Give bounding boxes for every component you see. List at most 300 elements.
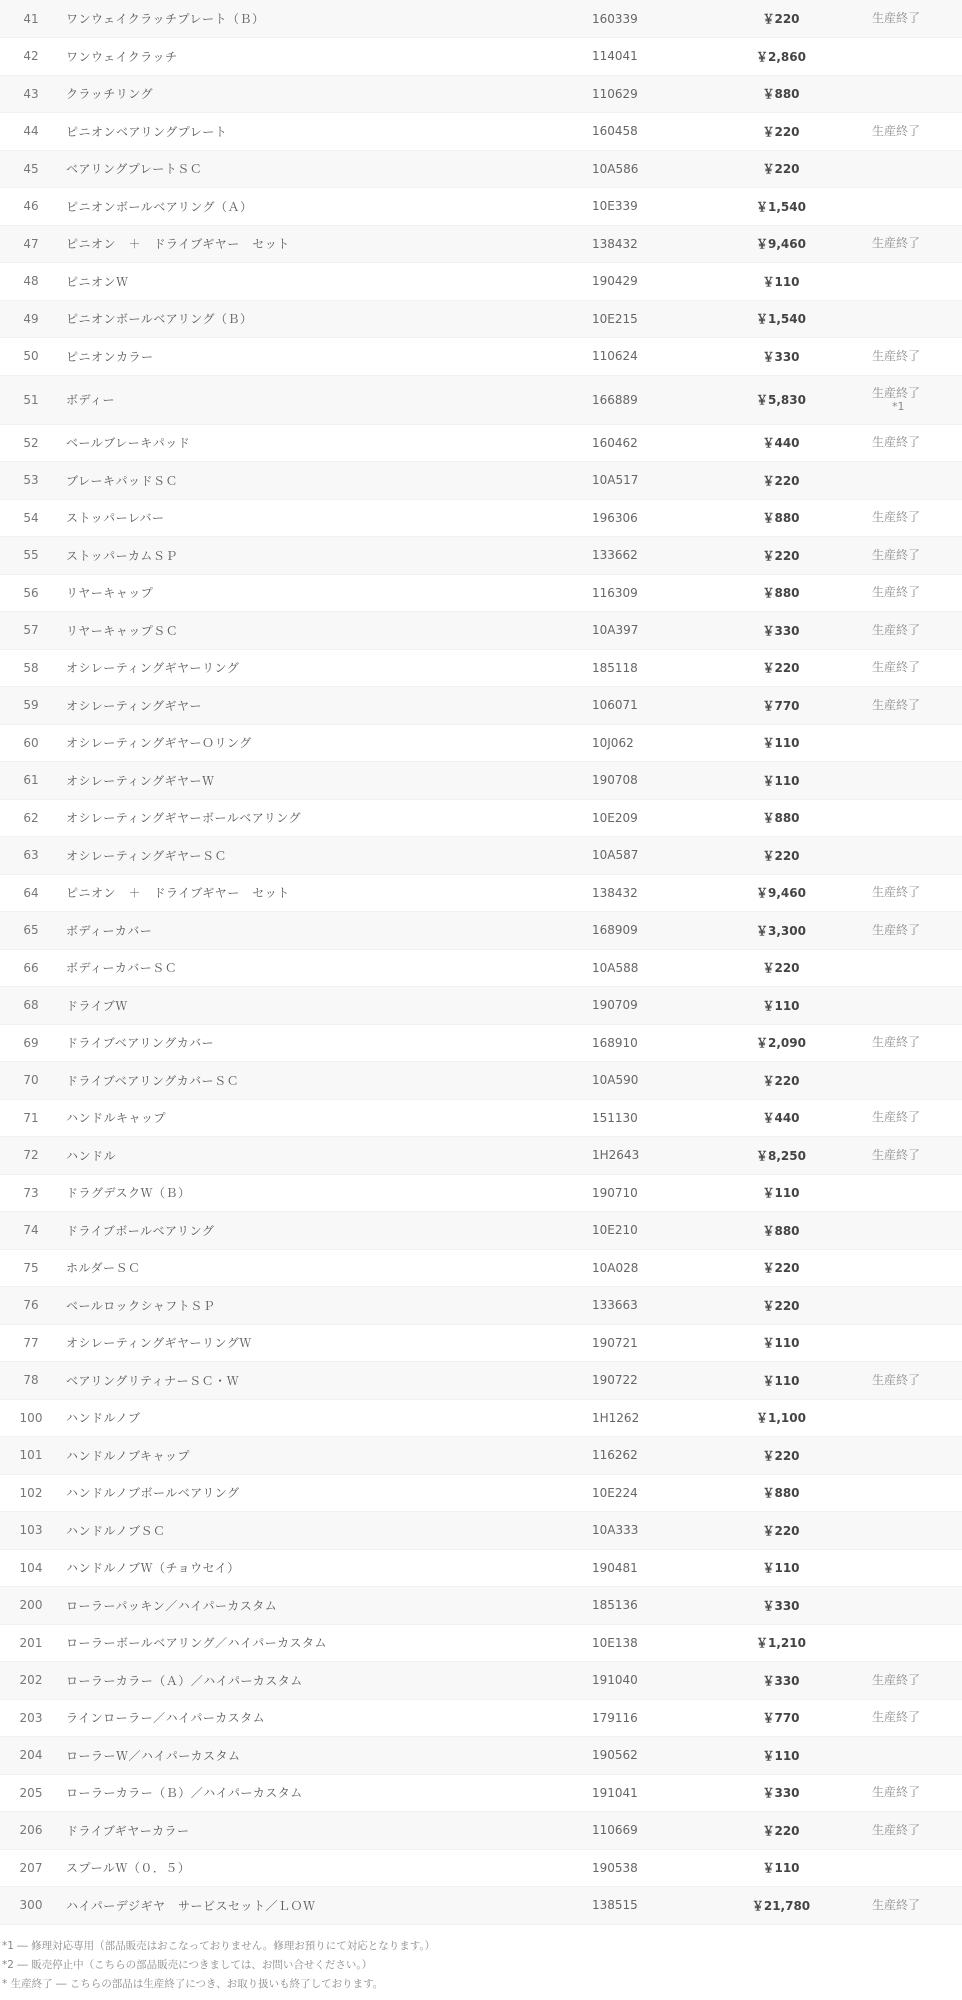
part-code-cell: 166889 <box>590 375 716 424</box>
table-row <box>0 1249 962 1287</box>
part-name-cell: ハンドルノブＷ（チョウセイ） <box>62 1549 590 1587</box>
part-name-cell: ボディーカバーＳＣ <box>62 949 590 987</box>
status-label: 生産終了 <box>872 1785 921 1800</box>
part-price-cell: ￥220 <box>716 1287 846 1325</box>
part-number-cell: 58 <box>0 649 62 687</box>
part-price-cell: ￥880 <box>716 799 846 837</box>
part-status-cell <box>846 1099 962 1137</box>
part-status-cell <box>846 1437 962 1475</box>
part-name-cell: ハンドルキャップ <box>62 1099 590 1137</box>
part-code-cell: 10A587 <box>590 837 716 875</box>
part-code-cell: 190708 <box>590 762 716 800</box>
table-row <box>0 649 962 687</box>
table-row <box>0 462 962 500</box>
part-price-cell: ￥330 <box>716 1587 846 1625</box>
part-status-cell <box>846 1849 962 1887</box>
part-price-cell: ￥1,540 <box>716 188 846 226</box>
part-code-cell: 1H1262 <box>590 1399 716 1437</box>
part-price-cell: ￥110 <box>716 1849 846 1887</box>
part-code-cell: 138432 <box>590 225 716 263</box>
status-label: 生産終了 <box>872 547 921 562</box>
part-price-cell: ￥220 <box>716 113 846 151</box>
part-status-cell <box>846 499 962 537</box>
table-row <box>0 762 962 800</box>
footnotes <box>0 1925 962 1994</box>
part-status-cell <box>846 0 962 38</box>
status-label: 生産終了 <box>872 348 921 363</box>
part-number-cell: 51 <box>0 375 62 424</box>
part-status-cell <box>846 375 962 424</box>
part-price-cell: ￥2,860 <box>716 38 846 76</box>
part-name-cell: ドライブベアリングカバー <box>62 1024 590 1062</box>
part-name-cell: ハンドルノブキャップ <box>62 1437 590 1475</box>
part-status-cell <box>846 1062 962 1100</box>
part-code-cell: 10E209 <box>590 799 716 837</box>
part-price-cell: ￥110 <box>716 263 846 301</box>
table-row <box>0 1774 962 1812</box>
part-code-cell: 138515 <box>590 1887 716 1925</box>
part-status-cell <box>846 874 962 912</box>
part-status-cell <box>846 987 962 1025</box>
part-name-cell: ボディー <box>62 375 590 424</box>
part-status-cell <box>846 188 962 226</box>
part-number-cell: 43 <box>0 75 62 113</box>
part-number-cell: 201 <box>0 1624 62 1662</box>
part-status-cell <box>846 1287 962 1325</box>
part-name-cell: ドラグデスクＷ（Ｂ） <box>62 1174 590 1212</box>
part-number-cell: 206 <box>0 1812 62 1850</box>
part-price-cell: ￥110 <box>716 987 846 1025</box>
part-status-cell <box>846 1474 962 1512</box>
part-number-cell: 74 <box>0 1212 62 1250</box>
table-row <box>0 949 962 987</box>
part-name-cell: ブレーキパッドＳＣ <box>62 462 590 500</box>
part-code-cell: 190481 <box>590 1549 716 1587</box>
part-code-cell: 168910 <box>590 1024 716 1062</box>
part-status-cell <box>846 1812 962 1850</box>
part-status-cell <box>846 225 962 263</box>
part-code-cell: 10A333 <box>590 1512 716 1550</box>
part-price-cell: ￥880 <box>716 1474 846 1512</box>
part-status-cell <box>846 537 962 575</box>
table-row <box>0 1549 962 1587</box>
part-number-cell: 103 <box>0 1512 62 1550</box>
part-name-cell: ラインローラー／ハイパーカスタム <box>62 1699 590 1737</box>
status-label: 生産終了 <box>872 11 921 25</box>
table-row <box>0 612 962 650</box>
part-name-cell: リヤーキャップＳＣ <box>62 612 590 650</box>
part-name-cell: ボディーカバー <box>62 912 590 950</box>
part-code-cell: 116262 <box>590 1437 716 1475</box>
part-price-cell: ￥1,540 <box>716 300 846 338</box>
part-code-cell: 190709 <box>590 987 716 1025</box>
part-code-cell: 160458 <box>590 113 716 151</box>
table-row <box>0 300 962 338</box>
part-price-cell: ￥2,090 <box>716 1024 846 1062</box>
part-price-cell: ￥330 <box>716 1774 846 1812</box>
part-price-cell: ￥110 <box>716 1737 846 1775</box>
part-name-cell: ピニオンカラー <box>62 338 590 376</box>
part-number-cell: 207 <box>0 1849 62 1887</box>
part-price-cell: ￥21,780 <box>716 1887 846 1925</box>
part-code-cell: 10E138 <box>590 1624 716 1662</box>
part-status-cell <box>846 1624 962 1662</box>
status-label: 生産終了 <box>872 236 921 251</box>
part-status-cell <box>846 837 962 875</box>
part-code-cell: 10A028 <box>590 1249 716 1287</box>
part-number-cell: 70 <box>0 1062 62 1100</box>
table-row <box>0 1024 962 1062</box>
table-row <box>0 75 962 113</box>
part-code-cell: 10E210 <box>590 1212 716 1250</box>
table-row <box>0 1737 962 1775</box>
part-price-cell: ￥330 <box>716 338 846 376</box>
part-price-cell: ￥5,830 <box>716 375 846 424</box>
part-name-cell: オシレーティングギヤーＷ <box>62 762 590 800</box>
part-code-cell: 133663 <box>590 1287 716 1325</box>
part-name-cell: ピニオン ＋ ドライブギヤー セット <box>62 225 590 263</box>
table-row <box>0 1587 962 1625</box>
part-status-cell <box>846 1137 962 1175</box>
part-price-cell: ￥8,250 <box>716 1137 846 1175</box>
status-label: 生産終了 <box>872 697 921 712</box>
part-price-cell: ￥110 <box>716 1174 846 1212</box>
part-number-cell: 66 <box>0 949 62 987</box>
status-label: 生産終了 <box>872 1672 921 1687</box>
status-label: 生産終了 <box>872 660 921 675</box>
part-name-cell: クラッチリング <box>62 75 590 113</box>
part-number-cell: 42 <box>0 38 62 76</box>
part-number-cell: 52 <box>0 424 62 462</box>
part-price-cell: ￥110 <box>716 1362 846 1400</box>
part-code-cell: 106071 <box>590 687 716 725</box>
table-row <box>0 799 962 837</box>
part-code-cell: 190562 <box>590 1737 716 1775</box>
part-name-cell: ドライブＷ <box>62 987 590 1025</box>
part-price-cell: ￥110 <box>716 762 846 800</box>
part-code-cell: 160462 <box>590 424 716 462</box>
part-price-cell: ￥220 <box>716 0 846 38</box>
part-code-cell: 190721 <box>590 1324 716 1362</box>
part-number-cell: 41 <box>0 0 62 38</box>
part-code-cell: 110669 <box>590 1812 716 1850</box>
part-price-cell: ￥880 <box>716 75 846 113</box>
table-row <box>0 837 962 875</box>
footnote-discontinued: * 生産終了 ― こちらの部品は生産終了につき、お取り扱いも終了しております。 <box>2 1977 384 1990</box>
part-name-cell: ハンドル <box>62 1137 590 1175</box>
part-code-cell: 10A588 <box>590 949 716 987</box>
part-number-cell: 75 <box>0 1249 62 1287</box>
part-price-cell: ￥220 <box>716 949 846 987</box>
table-row <box>0 537 962 575</box>
part-code-cell: 10A397 <box>590 612 716 650</box>
status-label: 生産終了 <box>872 885 921 900</box>
part-price-cell: ￥110 <box>716 724 846 762</box>
part-code-cell: 190710 <box>590 1174 716 1212</box>
part-code-cell: 191041 <box>590 1774 716 1812</box>
part-price-cell: ￥880 <box>716 574 846 612</box>
status-label: 生産終了 <box>872 123 921 138</box>
table-row <box>0 1699 962 1737</box>
part-number-cell: 203 <box>0 1699 62 1737</box>
part-price-cell: ￥220 <box>716 1437 846 1475</box>
part-status-cell <box>846 799 962 837</box>
table-row <box>0 1287 962 1325</box>
part-code-cell: 10E224 <box>590 1474 716 1512</box>
part-price-cell: ￥220 <box>716 1062 846 1100</box>
table-row <box>0 499 962 537</box>
table-row <box>0 225 962 263</box>
part-status-cell <box>846 38 962 76</box>
part-number-cell: 69 <box>0 1024 62 1062</box>
status-label: 生産終了 <box>872 1710 921 1725</box>
part-code-cell: 10A517 <box>590 462 716 500</box>
part-status-cell <box>846 338 962 376</box>
part-name-cell: ローラーカラー（Ａ）／ハイパーカスタム <box>62 1662 590 1700</box>
part-number-cell: 45 <box>0 150 62 188</box>
part-code-cell: 151130 <box>590 1099 716 1137</box>
part-name-cell: ベールブレーキパッド <box>62 424 590 462</box>
part-code-cell: 190538 <box>590 1849 716 1887</box>
table-row <box>0 724 962 762</box>
table-row <box>0 1887 962 1925</box>
part-status-cell <box>846 1512 962 1550</box>
part-price-cell: ￥220 <box>716 649 846 687</box>
part-number-cell: 54 <box>0 499 62 537</box>
part-status-cell <box>846 1324 962 1362</box>
part-name-cell: ストッパーカムＳＰ <box>62 537 590 575</box>
part-price-cell: ￥220 <box>716 837 846 875</box>
table-row <box>0 574 962 612</box>
part-number-cell: 62 <box>0 799 62 837</box>
part-name-cell: ベアリングリティナーＳＣ・Ｗ <box>62 1362 590 1400</box>
part-name-cell: オシレーティングギヤーリング <box>62 649 590 687</box>
part-code-cell: 138432 <box>590 874 716 912</box>
table-row <box>0 1437 962 1475</box>
part-status-cell <box>846 1699 962 1737</box>
part-number-cell: 204 <box>0 1737 62 1775</box>
part-name-cell: ハンドルノブボールベアリング <box>62 1474 590 1512</box>
part-name-cell: ワンウェイクラッチ <box>62 38 590 76</box>
status-label: 生産終了 <box>872 585 921 600</box>
table-row <box>0 687 962 725</box>
status-label: 生産終了 <box>872 385 921 400</box>
part-code-cell: 10E215 <box>590 300 716 338</box>
status-label: 生産終了 <box>872 510 921 525</box>
part-price-cell: ￥220 <box>716 1512 846 1550</box>
part-name-cell: ドライブギヤーカラー <box>62 1812 590 1850</box>
table-row <box>0 1399 962 1437</box>
part-name-cell: ローラーＷ／ハイパーカスタム <box>62 1737 590 1775</box>
part-number-cell: 60 <box>0 724 62 762</box>
table-row <box>0 1624 962 1662</box>
table-row <box>0 1662 962 1700</box>
part-number-cell: 47 <box>0 225 62 263</box>
part-price-cell: ￥440 <box>716 1099 846 1137</box>
table-row <box>0 0 962 38</box>
part-code-cell: 10A586 <box>590 150 716 188</box>
part-name-cell: ハイパーデジギヤ サービスセット／ＬＯＷ <box>62 1887 590 1925</box>
part-code-cell: 114041 <box>590 38 716 76</box>
part-price-cell: ￥880 <box>716 499 846 537</box>
part-price-cell: ￥1,100 <box>716 1399 846 1437</box>
part-number-cell: 104 <box>0 1549 62 1587</box>
table-row <box>0 188 962 226</box>
part-status-cell <box>846 1549 962 1587</box>
part-code-cell: 10J062 <box>590 724 716 762</box>
status-label: 生産終了 <box>872 622 921 637</box>
part-number-cell: 205 <box>0 1774 62 1812</box>
part-price-cell: ￥440 <box>716 424 846 462</box>
part-price-cell: ￥770 <box>716 687 846 725</box>
part-code-cell: 190722 <box>590 1362 716 1400</box>
part-number-cell: 59 <box>0 687 62 725</box>
footnote-marker: *1 <box>892 399 905 413</box>
table-row <box>0 263 962 301</box>
table-row <box>0 1062 962 1100</box>
table-row <box>0 1324 962 1362</box>
table-row <box>0 987 962 1025</box>
part-number-cell: 202 <box>0 1662 62 1700</box>
part-name-cell: ホルダーＳＣ <box>62 1249 590 1287</box>
part-name-cell: ローラーカラー（Ｂ）／ハイパーカスタム <box>62 1774 590 1812</box>
part-number-cell: 72 <box>0 1137 62 1175</box>
part-price-cell: ￥880 <box>716 1212 846 1250</box>
part-code-cell: 110629 <box>590 75 716 113</box>
part-status-cell <box>846 1212 962 1250</box>
part-name-cell: ベアリングプレートＳＣ <box>62 150 590 188</box>
part-code-cell: 196306 <box>590 499 716 537</box>
part-status-cell <box>846 1662 962 1700</box>
status-label: 生産終了 <box>872 435 921 450</box>
part-code-cell: 116309 <box>590 574 716 612</box>
part-price-cell: ￥220 <box>716 462 846 500</box>
part-status-cell <box>846 1399 962 1437</box>
part-number-cell: 71 <box>0 1099 62 1137</box>
part-status-cell <box>846 724 962 762</box>
part-status-cell <box>846 949 962 987</box>
part-code-cell: 190429 <box>590 263 716 301</box>
part-number-cell: 53 <box>0 462 62 500</box>
part-name-cell: ドライブベアリングカバーＳＣ <box>62 1062 590 1100</box>
part-name-cell: ハンドルノブＳＣ <box>62 1512 590 1550</box>
part-status-cell <box>846 1362 962 1400</box>
part-name-cell: ローラーボールベアリング／ハイパーカスタム <box>62 1624 590 1662</box>
part-price-cell: ￥110 <box>716 1324 846 1362</box>
part-price-cell: ￥3,300 <box>716 912 846 950</box>
part-status-cell <box>846 1587 962 1625</box>
part-name-cell: ピニオンベアリングプレート <box>62 113 590 151</box>
part-price-cell: ￥220 <box>716 537 846 575</box>
table-row <box>0 1474 962 1512</box>
table-row <box>0 150 962 188</box>
status-label: 生産終了 <box>872 1822 921 1837</box>
table-row <box>0 1812 962 1850</box>
part-number-cell: 48 <box>0 263 62 301</box>
part-number-cell: 102 <box>0 1474 62 1512</box>
part-number-cell: 100 <box>0 1399 62 1437</box>
part-name-cell: ベールロックシャフトＳＰ <box>62 1287 590 1325</box>
part-price-cell: ￥9,460 <box>716 225 846 263</box>
part-number-cell: 78 <box>0 1362 62 1400</box>
part-status-cell <box>846 113 962 151</box>
table-row <box>0 338 962 376</box>
part-number-cell: 65 <box>0 912 62 950</box>
part-number-cell: 61 <box>0 762 62 800</box>
part-number-cell: 44 <box>0 113 62 151</box>
part-price-cell: ￥9,460 <box>716 874 846 912</box>
part-code-cell: 10E339 <box>590 188 716 226</box>
table-row <box>0 1849 962 1887</box>
part-number-cell: 46 <box>0 188 62 226</box>
table-row <box>0 113 962 151</box>
part-price-cell: ￥330 <box>716 612 846 650</box>
part-price-cell: ￥220 <box>716 1812 846 1850</box>
part-status-cell <box>846 687 962 725</box>
table-row <box>0 1137 962 1175</box>
part-name-cell: ハンドルノブ <box>62 1399 590 1437</box>
part-number-cell: 64 <box>0 874 62 912</box>
part-status-cell <box>846 424 962 462</box>
part-number-cell: 77 <box>0 1324 62 1362</box>
part-status-cell <box>846 75 962 113</box>
part-code-cell: 110624 <box>590 338 716 376</box>
part-code-cell: 179116 <box>590 1699 716 1737</box>
part-code-cell: 185118 <box>590 649 716 687</box>
table-row <box>0 874 962 912</box>
part-number-cell: 49 <box>0 300 62 338</box>
table-row <box>0 38 962 76</box>
part-code-cell: 160339 <box>590 0 716 38</box>
part-name-cell: ピニオンボールベアリング（Ｂ） <box>62 300 590 338</box>
status-label: 生産終了 <box>872 1372 921 1387</box>
part-name-cell: オシレーティングギヤーＯリング <box>62 724 590 762</box>
part-number-cell: 63 <box>0 837 62 875</box>
part-status-cell <box>846 649 962 687</box>
part-code-cell: 191040 <box>590 1662 716 1700</box>
status-label: 生産終了 <box>872 922 921 937</box>
part-name-cell: ローラーパッキン／ハイパーカスタム <box>62 1587 590 1625</box>
part-number-cell: 76 <box>0 1287 62 1325</box>
part-status-cell <box>846 1249 962 1287</box>
part-name-cell: オシレーティングギヤーＳＣ <box>62 837 590 875</box>
part-price-cell: ￥1,210 <box>716 1624 846 1662</box>
part-number-cell: 200 <box>0 1587 62 1625</box>
status-label: 生産終了 <box>872 1147 921 1162</box>
part-name-cell: ストッパーレバー <box>62 499 590 537</box>
status-label: 生産終了 <box>872 1897 921 1912</box>
part-status-cell <box>846 612 962 650</box>
status-label: 生産終了 <box>872 1110 921 1125</box>
status-label: 生産終了 <box>872 1035 921 1050</box>
part-number-cell: 55 <box>0 537 62 575</box>
table-row <box>0 912 962 950</box>
part-price-cell: ￥330 <box>716 1662 846 1700</box>
part-status-cell <box>846 1024 962 1062</box>
table-row <box>0 1512 962 1550</box>
part-number-cell: 56 <box>0 574 62 612</box>
part-number-cell: 57 <box>0 612 62 650</box>
part-number-cell: 50 <box>0 338 62 376</box>
part-code-cell: 1H2643 <box>590 1137 716 1175</box>
part-status-cell <box>846 1737 962 1775</box>
footnote-sale-suspended: *2 ― 販売停止中（こちらの部品販売につきましては、お問い合せください。） <box>2 1958 373 1971</box>
part-price-cell: ￥220 <box>716 150 846 188</box>
part-name-cell: オシレーティングギヤー <box>62 687 590 725</box>
part-status-cell <box>846 762 962 800</box>
part-status-cell <box>846 1174 962 1212</box>
part-name-cell: オシレーティングギヤーリングＷ <box>62 1324 590 1362</box>
